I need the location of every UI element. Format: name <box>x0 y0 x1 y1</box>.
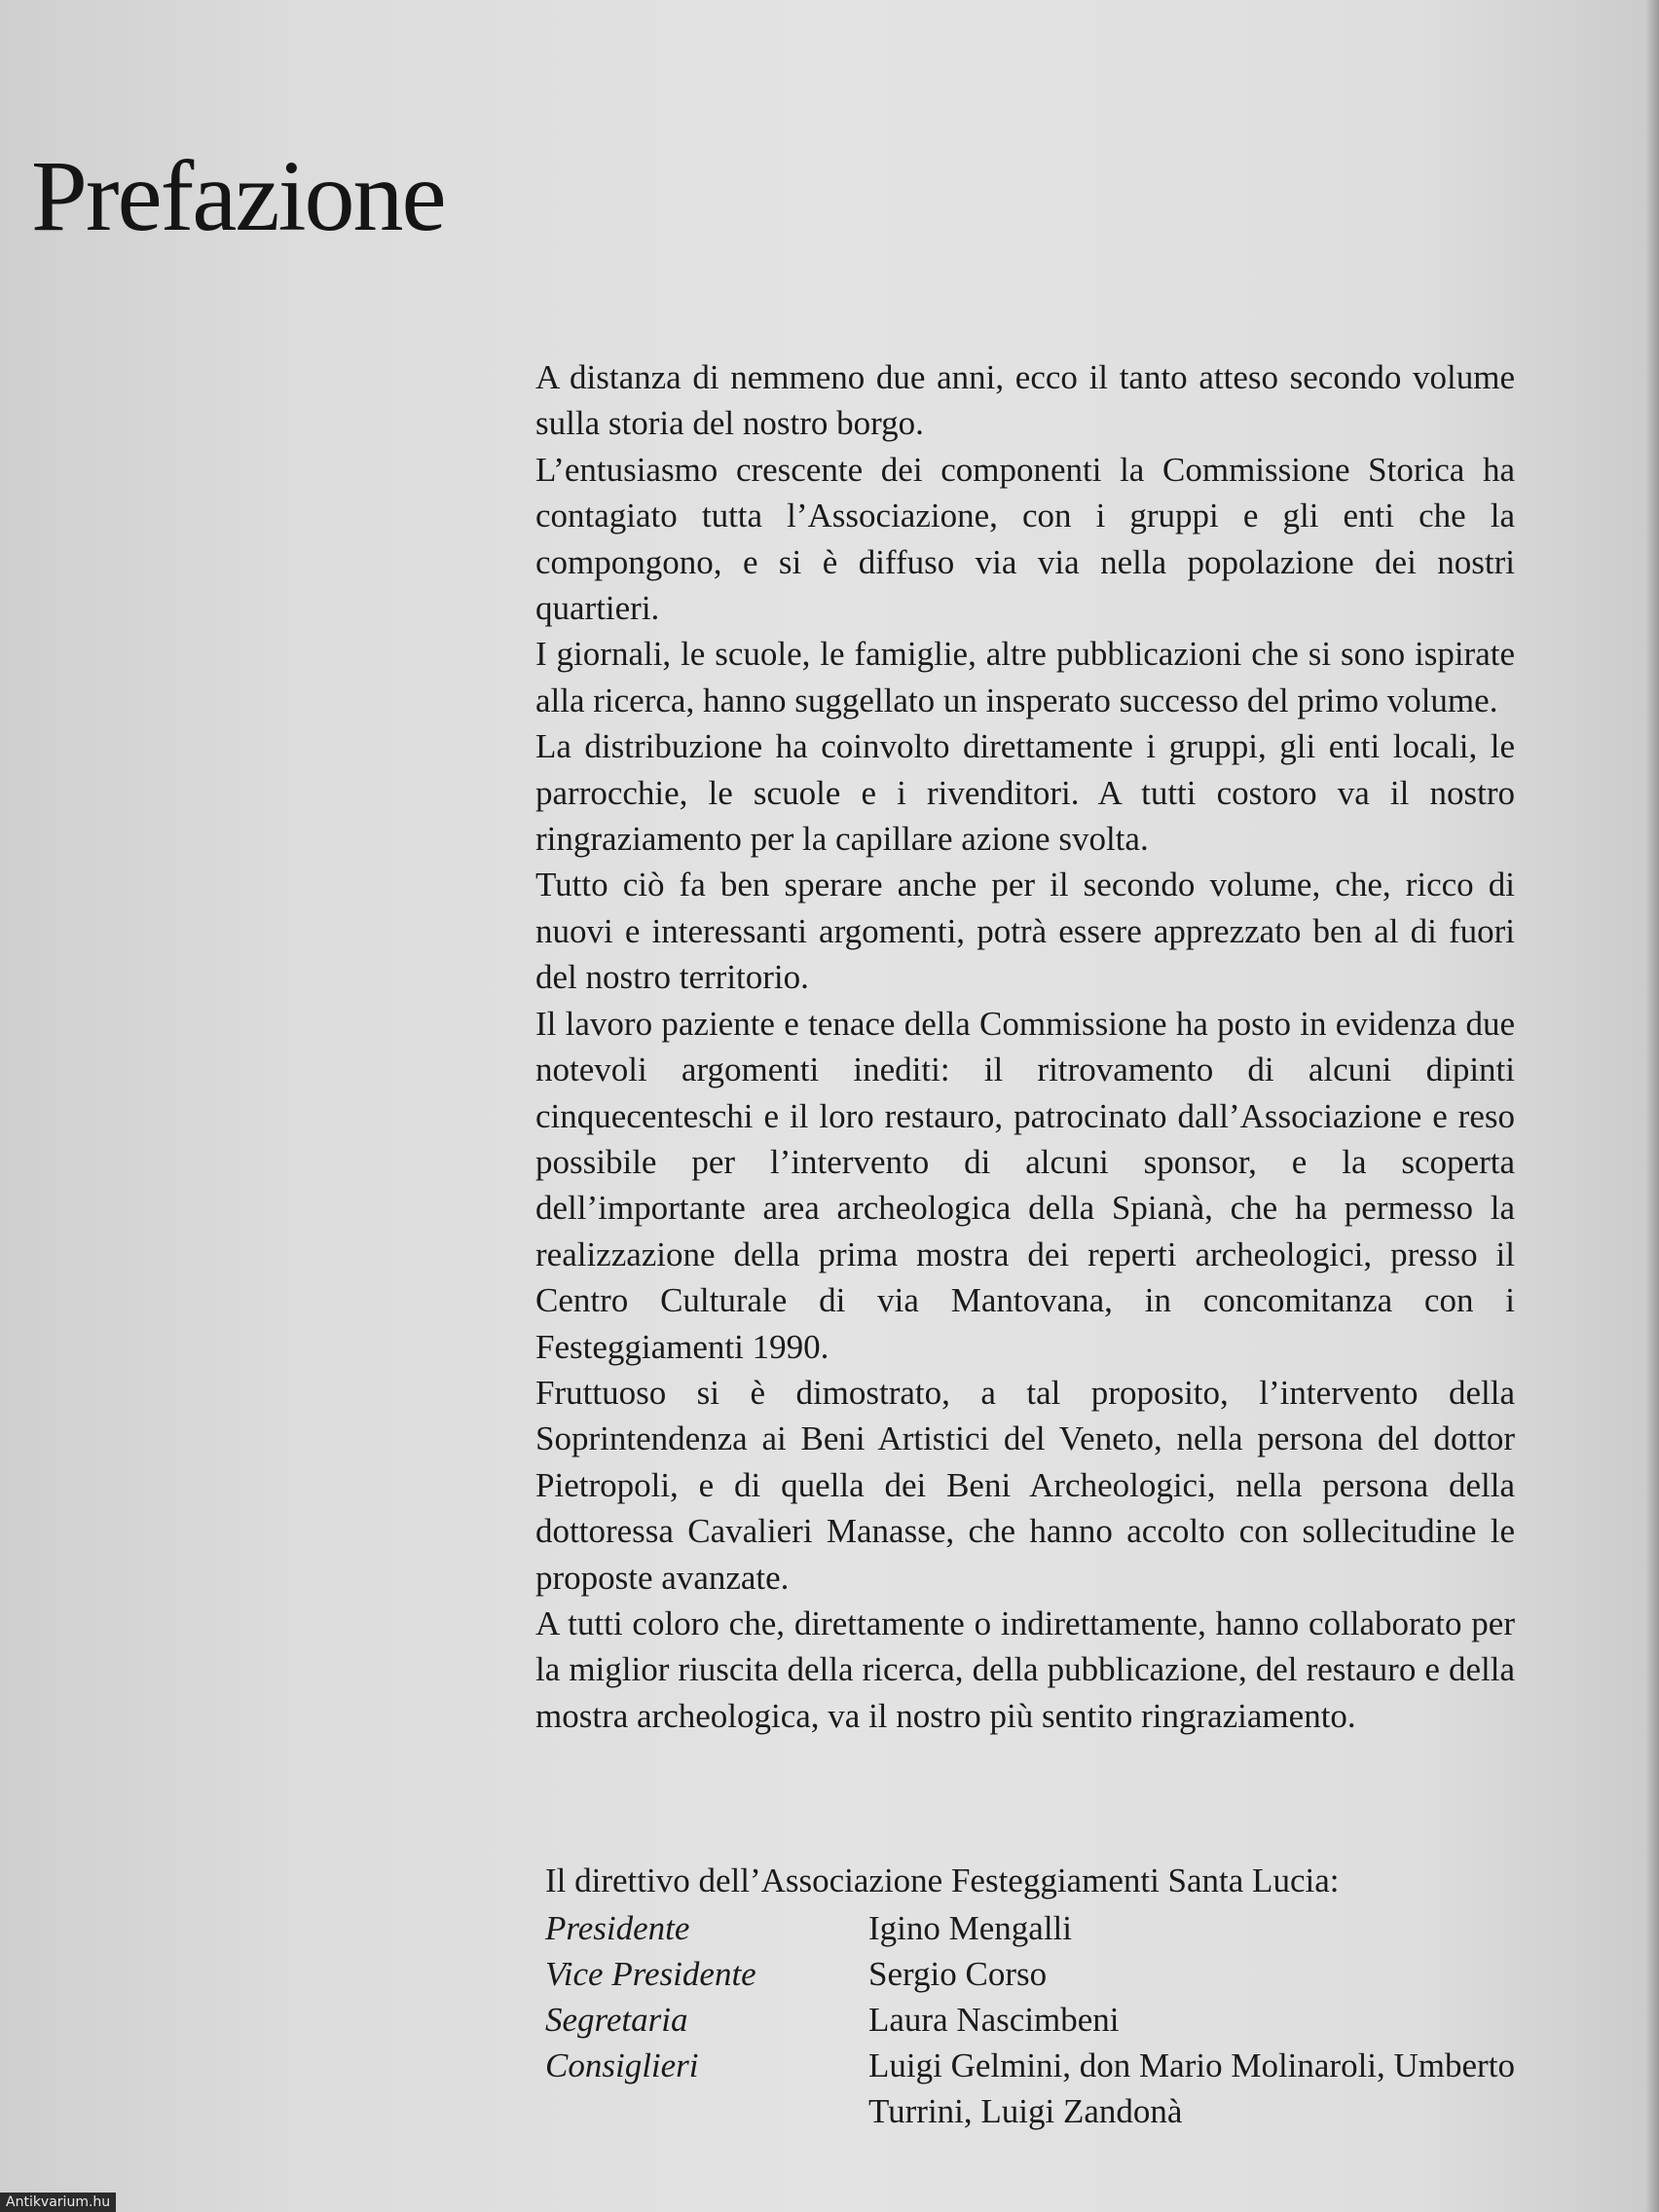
member-names: Sergio Corso <box>868 1955 1048 1993</box>
paragraph: Il lavoro paziente e tenace della Commissione ha posto in evidenza due notevoli argomenti inediti: il ritrovamento di alcuni dipinti cinquecenteschi e il loro restauro, patrocinato dall’Associazione e reso possibile per l’intervento di alcuni sponsor, e la scoperta dell’importante area archeologica della Spianà, che ha permesso la realizzazione della prima mostra dei reperti archeologici, presso il Centro Culturale di via Mantovana, in concomitanza con i Festeggiamenti 1990. <box>535 1004 1515 1366</box>
role-label: Presidente <box>545 1909 690 1947</box>
preface-body <box>535 354 1515 1739</box>
role-label: Vice Presidente <box>545 1955 756 1993</box>
paragraph: A tutti coloro che, direttamente o indirettamente, hanno collaborato per la miglior riuscita della ricerca, della pubblicazione, del restauro e della mostra archeologica, va il nostro più sentito ringraziamento. <box>535 1604 1515 1735</box>
paragraph: A distanza di nemmeno due anni, ecco il tanto atteso secondo volume sulla storia del nostro borgo. <box>535 358 1515 443</box>
role-label: Consiglieri <box>545 2046 699 2084</box>
page-title: Prefazione <box>31 140 445 252</box>
paragraph: L’entusiasmo crescente dei componenti la Commissione Storica ha contagiato tutta l’Associazione, con i gruppi e gli enti che la compongono, e si è diffuso via via nella popolazione dei nostri quartieri. <box>535 450 1515 628</box>
paragraph: La distribuzione ha coinvolto direttamente i gruppi, gli enti locali, le parrocchie, le scuole e i rivenditori. A tutti costoro va il nostro ringraziamento per la capillare azione svolta. <box>535 727 1515 859</box>
member-names: Laura Nascimbeni <box>868 2001 1120 2039</box>
paragraph: I giornali, le scuole, le famiglie, altre pubblicazioni che si sono ispirate alla ricerca, hanno suggellato un insperato successo del primo volume. <box>535 635 1515 719</box>
watermark-label: Antikvarium.hu <box>0 2193 116 2212</box>
member-names: Igino Mengalli <box>868 1909 1072 1947</box>
member-names: Luigi Gelmini, don Mario Molinaroli, Umberto Turrini, Luigi Zandonà <box>868 2046 1515 2130</box>
signature-intro: Il direttivo dell’Associazione Festeggiamenti Santa Lucia: <box>545 1862 1340 1899</box>
board-members <box>545 1905 1519 2134</box>
paragraph: Fruttuoso si è dimostrato, a tal proposito, l’intervento della Soprintendenza ai Beni Artistici del Veneto, nella persona del dottor Pietropoli, e di quella dei Beni Archeologici, nella persona della dottoressa Cavalieri Manasse, che hanno accolto con sollecitudine le proposte avanzate. <box>535 1373 1515 1597</box>
role-label: Segretaria <box>545 2001 688 2039</box>
signature-block <box>545 1858 1519 2134</box>
paragraph: Tutto ciò fa ben sperare anche per il secondo volume, che, ricco di nuovi e interessanti argomenti, potrà essere apprezzato ben al di fuori del nostro territorio. <box>535 866 1515 997</box>
page-edge-shadow <box>1645 0 1659 2212</box>
